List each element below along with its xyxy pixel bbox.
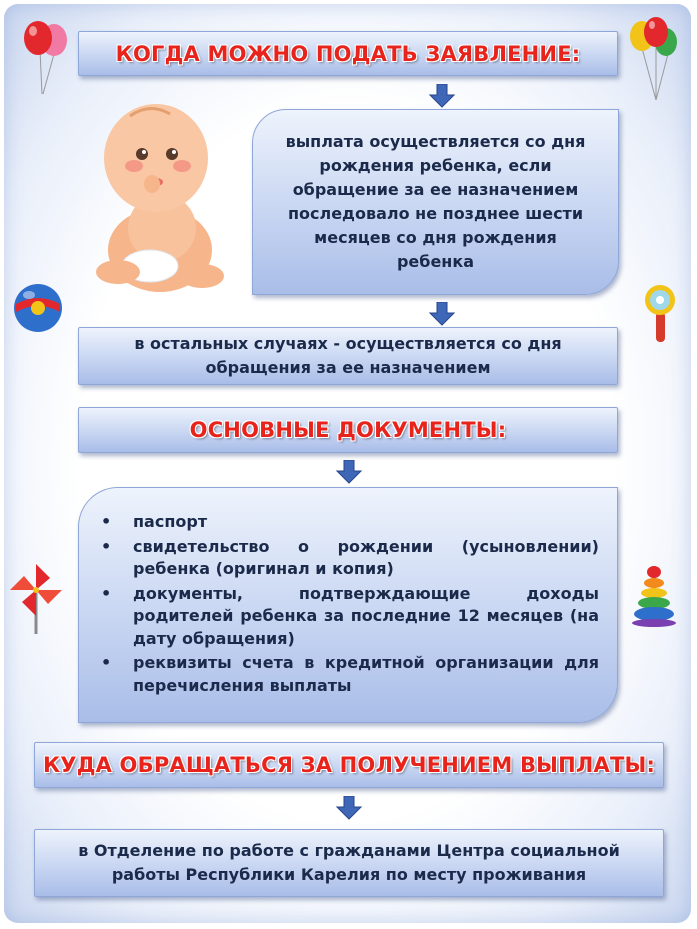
list-item: • паспорт — [101, 511, 599, 534]
rattle-icon — [642, 282, 678, 346]
balloons-right-icon — [628, 14, 680, 102]
where-to-apply-text: в Отделение по работе с гражданами Центра социальной работы Республики Карелия по месту проживания — [78, 841, 620, 884]
heading-where-to-apply — [34, 742, 664, 788]
baby-illustration-icon — [90, 100, 230, 298]
balloons-left-icon — [18, 18, 70, 96]
other-cases-box — [78, 327, 618, 385]
arrow-down-icon — [429, 302, 455, 326]
pinwheel-icon — [6, 560, 66, 636]
list-item: • свидетельство о рождении (усыновлении) ребенка (оригинал и копия) — [101, 536, 599, 581]
arrow-down-icon — [429, 84, 455, 108]
arrow-down-icon — [336, 460, 362, 484]
list-item: • документы, подтверждающие доходы родителей ребенка за последние 12 месяцев (на дату обращения) — [101, 583, 599, 651]
documents-list — [79, 511, 617, 699]
arrow-down-icon — [336, 796, 362, 820]
other-cases-text: в остальных случаях - осуществляется со дня обращения за ее назначением — [134, 334, 562, 377]
where-to-apply-box — [34, 829, 664, 897]
ball-icon — [12, 282, 64, 334]
ring-pyramid-icon — [628, 562, 680, 628]
heading-when-to-apply — [78, 31, 618, 76]
heading-main-documents-text: ОСНОВНЫЕ ДОКУМЕНТЫ: — [189, 418, 507, 442]
payment-start-condition-text: выплата осуществляется со дня рождения ребенка, если обращение за ее назначением последовало не позднее шести месяцев со дня рождения ребенка — [285, 132, 586, 271]
heading-when-to-apply-text: КОГДА МОЖНО ПОДАТЬ ЗАЯВЛЕНИЕ: — [115, 41, 581, 66]
list-item: • реквизиты счета в кредитной организации для перечисления выплаты — [101, 652, 599, 697]
heading-main-documents — [78, 407, 618, 453]
heading-where-to-apply-text: КУДА ОБРАЩАТЬСЯ ЗА ПОЛУЧЕНИЕМ ВЫПЛАТЫ: — [42, 753, 656, 777]
payment-start-condition — [252, 109, 619, 295]
documents-list-box — [78, 487, 618, 723]
